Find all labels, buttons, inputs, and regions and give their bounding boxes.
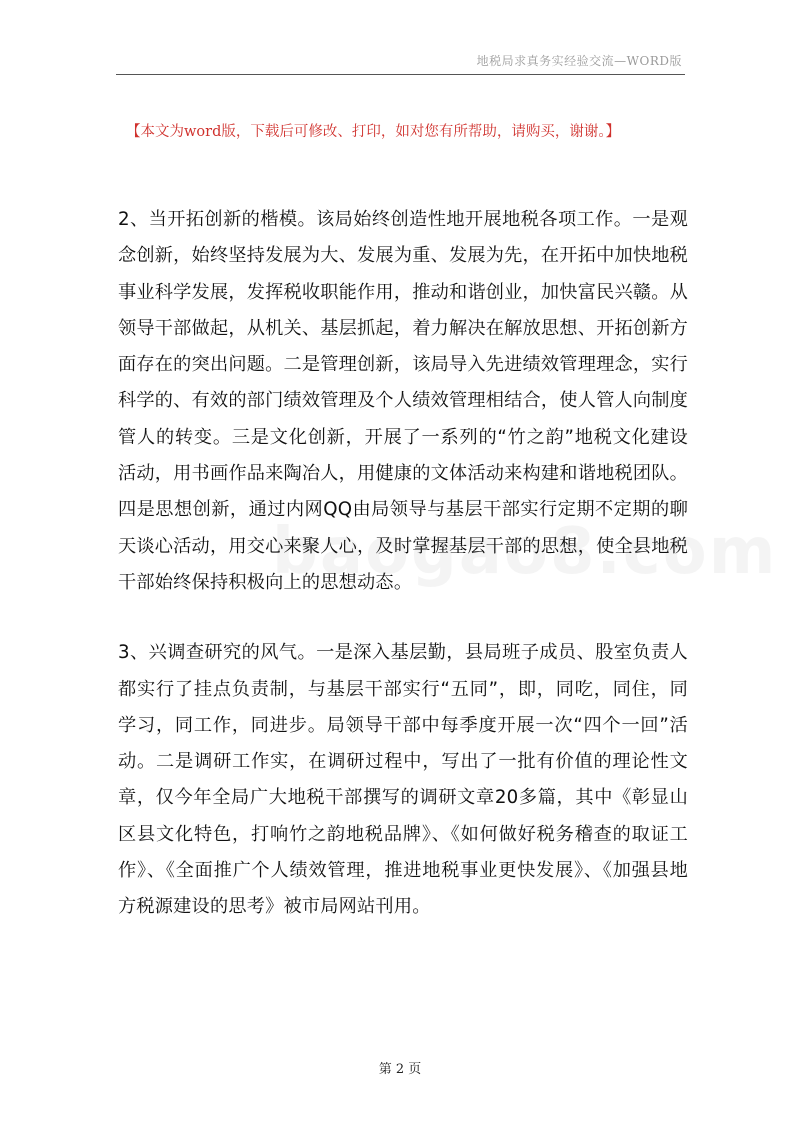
document-header-title: 地税局求真务实经验交流—WORD版 bbox=[476, 54, 682, 68]
document-body bbox=[118, 202, 688, 926]
purchase-notice: 【本文为word版，下载后可修改、打印，如对您有所帮助，请购买，谢谢。】 bbox=[126, 124, 621, 140]
header-divider bbox=[116, 74, 685, 75]
page-number: 第 2 页 bbox=[378, 1062, 422, 1077]
paragraph-innovation: 2、当开拓创新的楷模。该局始终创造性地开展地税各项工作。一是观念创新，始终坚持发展为大、发展为重、发展为先，在开拓中加快地税事业科学发展，发挥税收职能作用，推动和谐创业，加快富民兴赣。从领导干部做起，从机关、基层抓起，着力解决在解放思想、开拓创新方面存在的突出问题。二是管理创新，该局导入先进绩效管理理念，实行科学的、有效的部门绩效管理及个人绩效管理相结合，使人管人向制度管人的转变。三是文化创新，开展了一系列的“竹之韵”地税文化建设活动，用书画作品来陶冶人，用健康的文体活动来构建和谐地税团队。四是思想创新，通过内网QQ由局领导与基层干部实行定期不定期的聊天谈心活动，用交心来聚人心，及时掌握基层干部的思想，使全县地税干部始终保持积极向上的思想动态。 bbox=[118, 209, 689, 593]
paragraph-research: 3、兴调查研究的风气。一是深入基层勤，县局班子成员、股室负责人都实行了挂点负责制，与基层干部实行“五同”，即，同吃，同住，同学习，同工作，同进步。局领导干部中每季度开展一次“四个一回”活动。二是调研工作实，在调研过程中，写出了一批有价值的理论性文章，仅今年全局广大地税干部撰写的调研文章20多篇，其中《彰显山区县文化特色，打响竹之韵地税品牌》、《如何做好税务稽查的取证工作》、《全面推广个人绩效管理，推进地税事业更快发展》、《加强县地方税源建设的思考》被市局网站刊用。 bbox=[118, 642, 688, 918]
